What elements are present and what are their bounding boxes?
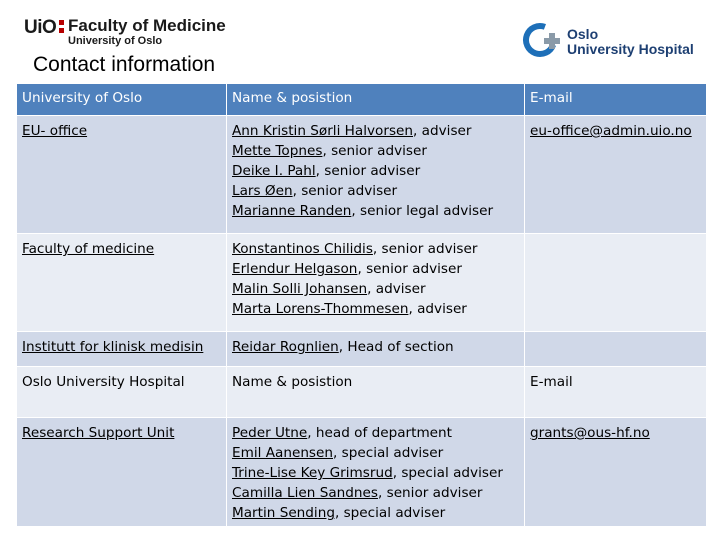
person-role: , Head of section xyxy=(338,339,454,355)
person-role: , senior adviser xyxy=(315,163,421,179)
person-link[interactable]: Trine-Lise Key Grimsrud xyxy=(232,465,393,481)
person-entry xyxy=(232,443,519,463)
empty-email-cell xyxy=(525,234,707,332)
person-link[interactable]: Camilla Lien Sandnes xyxy=(232,485,378,501)
person-entry xyxy=(232,463,519,483)
ous-name-line2: University Hospital xyxy=(567,41,694,57)
people-cell xyxy=(227,418,525,527)
person-link[interactable]: Konstantinos Chilidis xyxy=(232,241,373,257)
person-link[interactable]: Marta Lorens-Thommesen xyxy=(232,301,409,317)
person-entry xyxy=(232,181,519,201)
person-entry xyxy=(232,239,519,259)
people-cell xyxy=(227,234,525,332)
contact-table xyxy=(16,83,707,527)
unit-link-eu-office[interactable]: EU- office xyxy=(22,123,88,139)
header-cell-organisation: University of Oslo xyxy=(17,84,227,116)
person-role: , senior adviser xyxy=(322,143,427,159)
person-entry xyxy=(232,279,519,299)
table-row xyxy=(17,418,707,527)
person-role: , adviser xyxy=(408,301,467,317)
table-subheader-row xyxy=(17,367,707,418)
person-role: , head of department xyxy=(307,425,452,441)
header-cell-name: Name & posistion xyxy=(227,84,525,116)
person-link[interactable]: Ann Kristin Sørli Halvorsen xyxy=(232,123,414,139)
people-cell xyxy=(227,332,525,367)
person-role: , adviser xyxy=(367,281,426,297)
university-name: University of Oslo xyxy=(68,35,163,47)
person-link[interactable]: Mette Topnes xyxy=(232,143,323,159)
person-entry xyxy=(232,423,519,443)
table-row xyxy=(17,332,707,367)
table-header-row xyxy=(17,84,707,116)
person-role: , senior legal adviser xyxy=(351,203,494,219)
ous-cross-icon xyxy=(522,20,562,60)
ous-name-line1: Oslo xyxy=(567,26,599,42)
unit-link-research-support[interactable]: Research Support Unit xyxy=(22,425,175,441)
unit-link-klinisk-medisin[interactable]: Institutt for klinisk medisin xyxy=(22,339,204,355)
ous-logo xyxy=(522,20,707,62)
empty-email-cell xyxy=(525,332,707,367)
page-title: Contact information xyxy=(33,53,216,76)
person-link[interactable]: Marianne Randen xyxy=(232,203,352,219)
person-entry xyxy=(232,337,519,357)
person-entry xyxy=(232,201,519,221)
uio-separator-dot xyxy=(59,20,64,25)
person-link[interactable]: Emil Aanensen xyxy=(232,445,333,461)
person-entry xyxy=(232,483,519,503)
person-link[interactable]: Lars Øen xyxy=(232,183,293,199)
person-entry xyxy=(232,299,519,319)
subheader-cell-name: Name & posistion xyxy=(227,367,525,418)
person-link[interactable]: Deike I. Pahl xyxy=(232,163,316,179)
table-row xyxy=(17,234,707,332)
person-entry xyxy=(232,141,519,161)
person-link[interactable]: Peder Utne xyxy=(232,425,308,441)
faculty-name: Faculty of Medicine xyxy=(68,16,226,35)
person-role: , special adviser xyxy=(392,465,503,481)
uio-mark: UiO xyxy=(24,17,57,38)
email-link-research-support[interactable]: grants@ous-hf.no xyxy=(530,425,650,441)
person-entry xyxy=(232,259,519,279)
subheader-cell-organisation: Oslo University Hospital xyxy=(17,367,227,418)
person-role: , senior adviser xyxy=(357,261,462,277)
person-role: , adviser xyxy=(413,123,472,139)
person-entry xyxy=(232,503,519,523)
subheader-cell-email: E-mail xyxy=(525,367,707,418)
email-link-eu-office[interactable]: eu-office@admin.uio.no xyxy=(530,123,692,139)
person-entry xyxy=(232,161,519,181)
header-cell-email: E-mail xyxy=(525,84,707,116)
person-entry xyxy=(232,121,519,141)
person-link[interactable]: Reidar Rognlien xyxy=(232,339,339,355)
person-role: , senior adviser xyxy=(372,241,478,257)
person-role: , special adviser xyxy=(333,445,444,461)
person-link[interactable]: Erlendur Helgason xyxy=(232,261,358,277)
person-link[interactable]: Malin Solli Johansen xyxy=(232,281,368,297)
person-role: , special adviser xyxy=(334,505,446,521)
person-link[interactable]: Martin Sending xyxy=(232,505,335,521)
table-row xyxy=(17,116,707,234)
person-role: , senior adviser xyxy=(377,485,483,501)
unit-link-faculty-of-medicine[interactable]: Faculty of medicine xyxy=(22,241,155,257)
person-role: , senior adviser xyxy=(292,183,398,199)
people-cell xyxy=(227,116,525,234)
uio-separator-dot xyxy=(59,28,64,33)
